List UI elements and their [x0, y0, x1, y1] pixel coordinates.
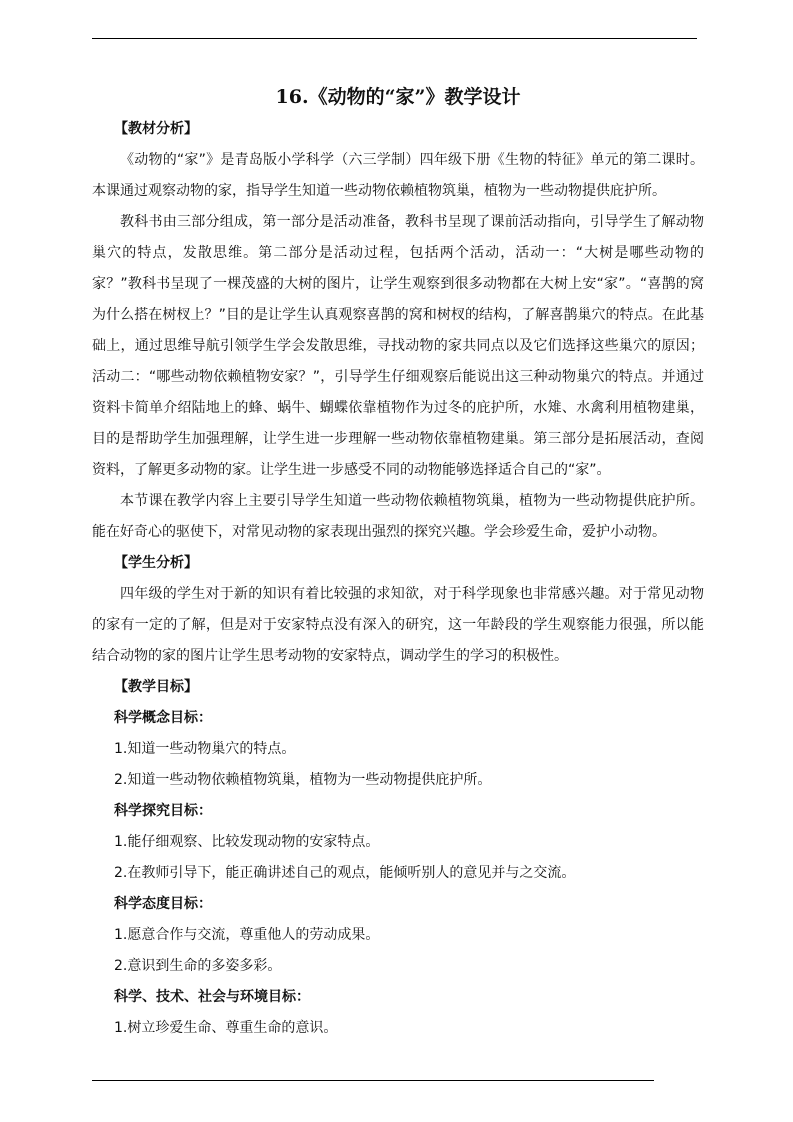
goal-item: 1.愿意合作与交流，尊重他人的劳动成果。: [114, 927, 380, 943]
goal-group-label: 科学、技术、社会与环境目标：: [114, 989, 310, 1005]
goal-group-label: 科学概念目标：: [114, 710, 212, 726]
section-textbook-analysis: [92, 114, 704, 548]
goal-item: 1.能仔细观察、比较发现动物的安家特点。: [114, 834, 380, 850]
section-heading: 【教学目标】: [114, 679, 198, 695]
goal-group-label: 科学态度目标：: [114, 896, 212, 912]
section-teaching-goals: [92, 672, 704, 1044]
paragraph: 四年级的学生对于新的知识有着比较强的求知欲，对于科学现象也非常感兴趣。对于常见动物的家有一定的了解，但是对于安家特点没有深入的研究，这一年龄段的学生观察能力很强，所以能结合动物的家的图片让学生思考动物的安家特点，调动学生的学习的积极性。: [92, 586, 704, 664]
section-student-analysis: [92, 548, 704, 672]
header-rule: [92, 38, 697, 39]
goal-group-label: 科学探究目标：: [114, 803, 212, 819]
goal-item: 2.意识到生命的多姿多彩。: [114, 958, 282, 974]
goal-item: 1.树立珍爱生命、尊重生命的意识。: [114, 1020, 338, 1036]
goal-item: 1.知道一些动物巢穴的特点。: [114, 741, 296, 757]
paragraph: 《动物的“家”》是青岛版小学科学（六三学制）四年级下册《生物的特征》单元的第二课时。本课通过观察动物的家，指导学生知道一些动物依赖植物筑巢，植物为一些动物提供庇护所。: [92, 152, 704, 199]
paragraph: 教科书由三部分组成，第一部分是活动准备，教科书呈现了课前活动指向，引导学生了解动物巢穴的特点，发散思维。第二部分是活动过程，包括两个活动，活动一：“大树是哪些动物的家？”教科书呈现了一棵茂盛的大树的图片，让学生观察到很多动物都在大树上安“家”。“喜鹊的窝为什么搭在树杈上？”目的是让学生认真观察喜鹊的窝和树杈的结构，了解喜鹊巢穴的特点。在此基础上，通过思维导航引领学生学会发散思维，寻找动物的家共同点以及它们选择这些巢穴的原因；活动二：“哪些动物依赖植物安家？”，引导学生仔细观察后能说出这三种动物巢穴的特点。并通过资料卡简单介绍陆地上的蜂、蜗牛、蝴蝶依靠植物作为过冬的庇护所，水雉、水禽利用植物建巢，目的是帮助学生加强理解，让学生进一步理解一些动物依靠植物建巢。第三部分是拓展活动，查阅资料，了解更多动物的家。让学生进一步感受不同的动物能够选择适合自己的“家”。: [92, 214, 704, 478]
document-body: [92, 80, 704, 1044]
page-title: 16.《动物的“家”》教学设计: [275, 86, 521, 108]
paragraph: 本节课在教学内容上主要引导学生知道一些动物依赖植物筑巢，植物为一些动物提供庇护所。能在好奇心的驱使下，对常见动物的家表现出强烈的探究兴趣。学会珍爱生命，爱护小动物。: [92, 493, 704, 540]
footer-rule: [92, 1080, 654, 1081]
goal-item: 2.知道一些动物依赖植物筑巢，植物为一些动物提供庇护所。: [114, 772, 492, 788]
section-heading: 【学生分析】: [114, 555, 198, 571]
section-heading: 【教材分析】: [114, 121, 198, 137]
goal-item: 2.在教师引导下，能正确讲述自己的观点，能倾听别人的意见并与之交流。: [114, 865, 576, 881]
